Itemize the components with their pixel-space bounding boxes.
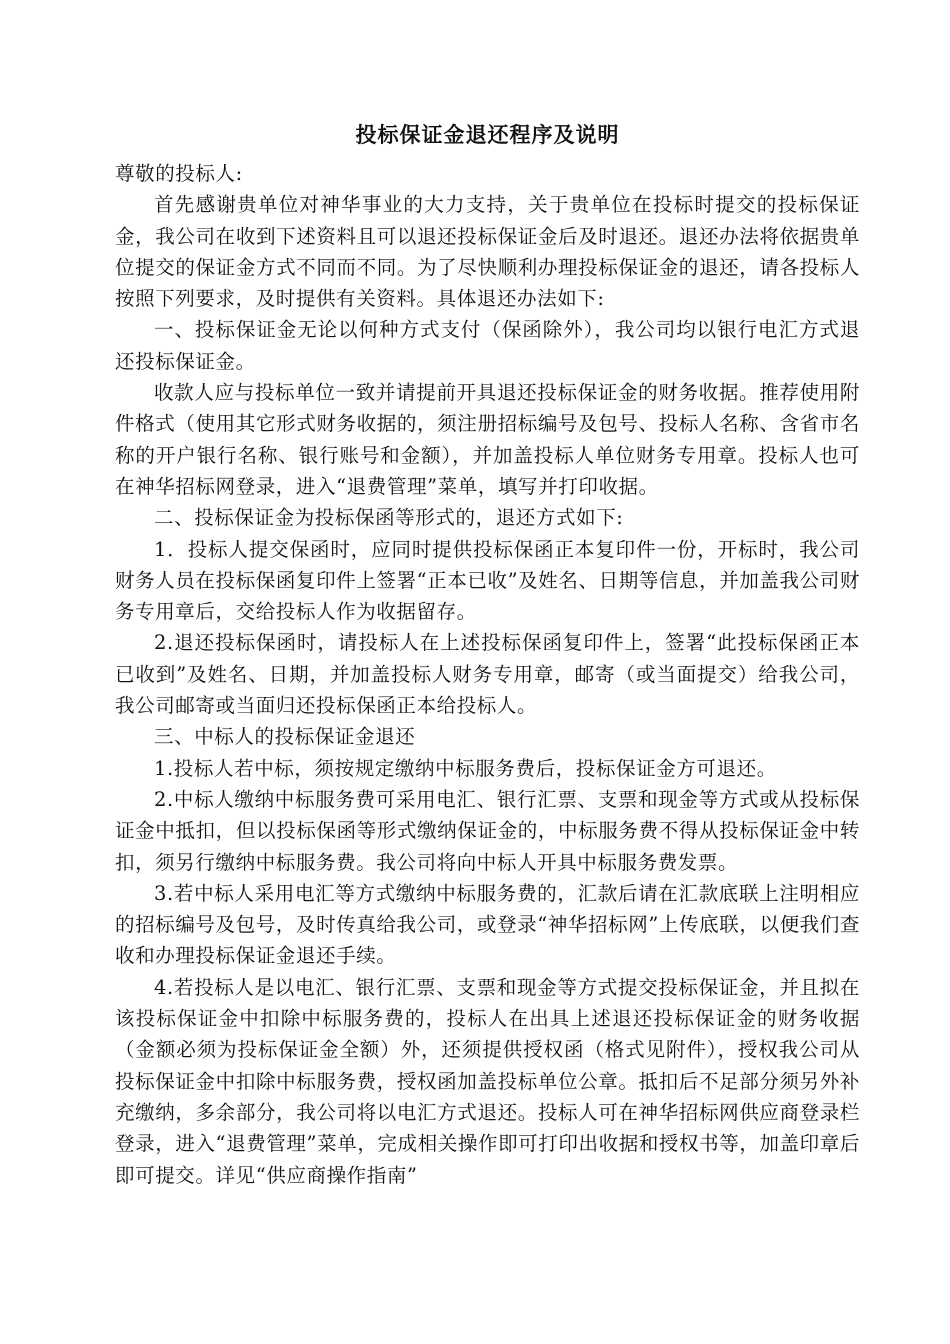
paragraph-receipt: 收款人应与投标单位一致并请提前开具退还投标保证金的财务收据。推荐使用附件格式（使用其它形式财务收据的，须注册招标编号及包号、投标人名称、含省市名称的开户银行名称、银行账号和金额），并加盖投标人单位财务专用章。投标人也可在神华招标网登录，进入“退费管理”菜单，填写并打印收据。 [115,381,860,498]
paragraph-section-3-item-1: 1.投标人若中标，须按规定缴纳中标服务费后，投标保证金方可退还。 [154,756,777,780]
document-title: 投标保证金退还程序及说明 [355,122,620,147]
salutation: 尊敬的投标人: [115,162,243,185]
paragraph-section-2: 二、投标保证金为投标保函等形式的，退还方式如下: [154,506,624,530]
paragraph-section-3-item-2: 2.中标人缴纳中标服务费可采用电汇、银行汇票、支票和现金等方式或从投标保证金中抵扣，但以投标保函等形式缴纳保证金的，中标服务费不得从投标保证金中转扣，须另行缴纳中标服务费。我公司将向中标人开具中标服务费发票。 [115,787,860,874]
paragraph-section-2-item-2: 2.退还投标保函时，请投标人在上述投标保函复印件上，签署“此投标保函正本已收到”及姓名、日期，并加盖投标人财务专用章，邮寄（或当面提交）给我公司，我公司邮寄或当面归还投标保函正本给投标人。 [115,631,860,718]
paragraph-section-2-item-1: 1．投标人提交保函时，应同时提供投标保函正本复印件一份，开标时，我公司财务人员在投标保函复印件上签署“正本已收”及姓名、日期等信息，并加盖我公司财务专用章后，交给投标人作为收据留存。 [115,537,860,624]
document-page [115,118,860,1191]
paragraph-section-3-item-4: 4.若投标人是以电汇、银行汇票、支票和现金等方式提交投标保证金，并且拟在该投标保证金中扣除中标服务费的，投标人在出具上述退还投标保证金的财务收据（金额必须为投标保证金全额）外，还须提供授权函（格式见附件），授权我公司从投标保证金中扣除中标服务费，授权函加盖投标单位公章。抵扣后不足部分须另外补充缴纳，多余部分，我公司将以电汇方式退还。投标人可在神华招标网供应商登录栏登录，进入“退费管理”菜单，完成相关操作即可打印出收据和授权书等，加盖印章后即可提交。详见“供应商操作指南” [115,975,860,1187]
paragraph-section-1: 一、投标保证金无论以何种方式支付（保函除外），我公司均以银行电汇方式退还投标保证金。 [115,318,860,373]
paragraph-intro: 首先感谢贵单位对神华事业的大力支持，关于贵单位在投标时提交的投标保证金，我公司在收到下述资料且可以退还投标保证金后及时退还。退还办法将依据贵单位提交的保证金方式不同而不同。为了尽快顺利办理投标保证金的退还，请各投标人按照下列要求，及时提供有关资料。具体退还办法如下: [115,193,860,311]
paragraph-section-3-item-3: 3.若中标人采用电汇等方式缴纳中标服务费的，汇款后请在汇款底联上注明相应的招标编号及包号，及时传真给我公司，或登录“神华招标网”上传底联，以便我们查收和办理投标保证金退还手续。 [115,881,860,968]
paragraph-section-3: 三、中标人的投标保证金退还 [154,725,416,749]
